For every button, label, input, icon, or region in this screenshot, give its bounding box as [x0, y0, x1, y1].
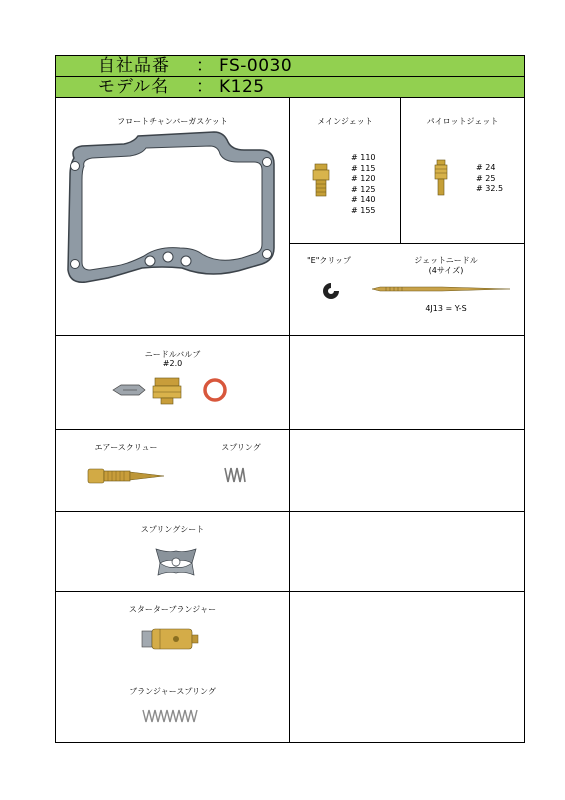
row-divider-4: [56, 591, 524, 592]
starter-plunger-label: スターターブランジャー: [128, 605, 217, 614]
main-jet-size: # 115: [351, 163, 376, 173]
needle-valve-image: [111, 376, 236, 406]
pilot-jet-label: パイロットジェット: [426, 117, 499, 126]
pilot-jet-size: # 24: [476, 163, 496, 172]
air-screw-label: エアースクリュー: [94, 443, 158, 452]
pilot-jet-size: # 25: [476, 173, 496, 183]
jet-needle-spec: 4J13 = Y-S: [425, 304, 467, 313]
jet-needle-sublabel: (4サイズ): [428, 266, 464, 275]
starter-plunger-image: [142, 627, 198, 653]
pilot-jet-image: [434, 160, 448, 198]
air-screw-image: [88, 466, 168, 488]
model-row: [56, 77, 524, 98]
main-jet-size: # 120: [351, 174, 376, 183]
plunger-spring-image: [142, 708, 198, 724]
part-number-separator: ：: [196, 56, 213, 76]
main-jet-size: # 110: [351, 153, 376, 162]
spring-image: [224, 466, 246, 484]
spring-label: スプリング: [221, 443, 261, 452]
row-divider-3: [56, 511, 524, 512]
main-jet-sizes: [351, 153, 376, 216]
jet-row-divider: [289, 243, 524, 244]
gasket-label: フロートチャンバーガスケット: [117, 117, 228, 126]
gasket-image: [62, 136, 282, 296]
part-number-value: FS-0030: [219, 56, 293, 76]
main-jet-size: # 140: [351, 195, 376, 204]
model-value: K125: [219, 77, 265, 97]
jet-needle-image: [372, 284, 512, 294]
model-label: モデル名: [98, 77, 170, 97]
needle-valve-label: ニードルバルブ: [144, 350, 201, 359]
plunger-spring-label: ブランジャースプリング: [129, 687, 216, 696]
main-jet-label: メインジェット: [317, 117, 373, 126]
spring-seat-label: スプリングシート: [140, 525, 205, 534]
main-jet-image: [313, 164, 331, 200]
jet-needle-label: ジェットニードル: [414, 256, 478, 265]
column-divider: [289, 98, 290, 743]
needle-valve-size: #2.0: [162, 359, 183, 368]
parts-sheet: [55, 55, 525, 743]
pilot-jet-size: # 32.5: [476, 184, 504, 193]
pilot-jet-sizes: [476, 163, 503, 195]
spring-seat-image: [154, 545, 198, 579]
e-clip-label: "E"クリップ: [306, 256, 352, 265]
part-number-label: 自社品番: [98, 56, 170, 76]
row-divider-2: [56, 429, 524, 430]
row-divider-1: [56, 335, 524, 336]
main-jet-size: # 125: [351, 184, 376, 194]
e-clip-image: [322, 282, 340, 300]
main-jet-size: # 155: [351, 205, 376, 215]
part-number-row: [56, 56, 524, 77]
model-separator: ：: [196, 77, 213, 97]
